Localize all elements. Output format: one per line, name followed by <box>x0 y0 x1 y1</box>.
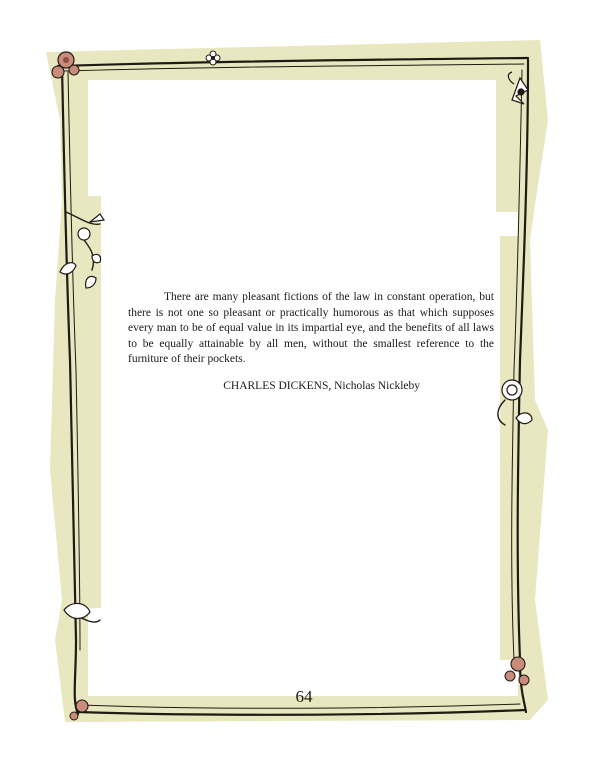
quote-text: There are many pleasant fictions of the law in constant operation, but there is not one so pleasant or practically humorous as that which supposes every man to be of equal value in its impartial eye, and the benefits of all laws to be equally attainable by all men, without the smallest reference to the furniture of their pockets. <box>128 291 494 366</box>
quote-block <box>128 290 494 368</box>
attribution: CHARLES DICKENS, Nicholas Nickleby <box>223 380 420 392</box>
page-number: 64 <box>295 687 313 706</box>
